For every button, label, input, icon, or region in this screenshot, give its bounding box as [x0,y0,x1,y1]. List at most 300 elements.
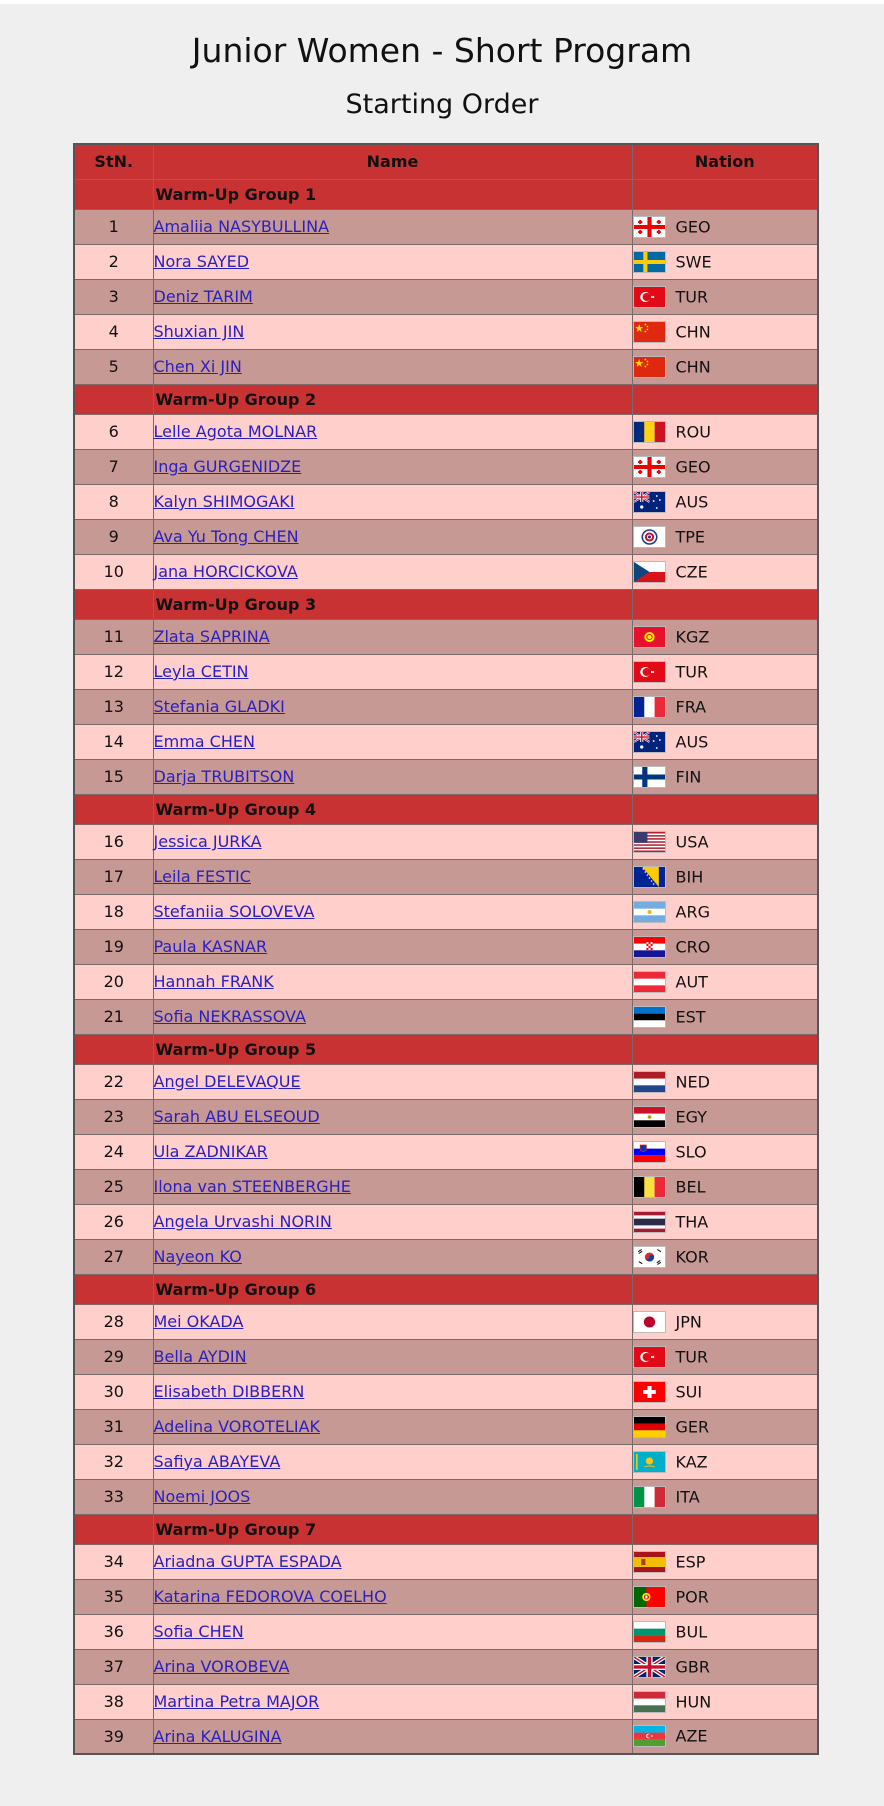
table-row [74,244,818,279]
skater-name-cell [153,1239,632,1274]
nation-code: SUI [675,1382,703,1401]
table-row [74,1649,818,1684]
skater-name-link[interactable]: Hannah FRANK [153,972,274,991]
skater-name-cell [153,1204,632,1239]
nation-code: GEO [675,457,711,476]
start-number: 16 [74,824,153,859]
nation-code: CZE [675,562,708,581]
nation-cell [632,1374,818,1409]
nation-cell [632,1409,818,1444]
start-number: 5 [74,349,153,384]
starting-order-table [73,143,819,1755]
skater-name-link[interactable]: Bella AYDIN [153,1347,247,1366]
nation-code: ITA [675,1487,700,1506]
table-row [74,1099,818,1134]
warmup-group-label: Warm-Up Group 7 [153,1514,632,1544]
skater-name-cell [153,1339,632,1374]
nation-code: SWE [675,252,712,271]
nation-code: TPE [675,527,706,546]
nation-cell [632,449,818,484]
skater-name-link[interactable]: Angela Urvashi NORIN [153,1212,332,1231]
nation-code: KOR [675,1247,709,1266]
skater-name-cell [153,1099,632,1134]
nation-code: THA [675,1212,709,1231]
nation-cell [632,484,818,519]
skater-name-link[interactable]: Darja TRUBITSON [153,767,295,786]
start-number: 22 [74,1064,153,1099]
nation-cell [632,1239,818,1274]
skater-name-cell [153,689,632,724]
nation-code: BEL [675,1177,706,1196]
skater-name-cell [153,1614,632,1649]
nation-code: TUR [675,662,709,681]
start-number: 29 [74,1339,153,1374]
nation-cell [632,1134,818,1169]
skater-name-link[interactable]: Sofia CHEN [153,1622,244,1641]
group-nation-cell [632,794,818,824]
nation-code: FIN [675,767,702,786]
skater-name-link[interactable]: Sofia NEKRASSOVA [153,1007,306,1026]
start-number: 4 [74,314,153,349]
aze-flag-icon [633,1725,666,1747]
start-number: 19 [74,929,153,964]
skater-name-cell [153,449,632,484]
group-nation-cell [632,384,818,414]
nation-cell [632,1204,818,1239]
warmup-group-label: Warm-Up Group 4 [153,794,632,824]
kgz-flag-icon [633,626,666,648]
nation-code: POR [675,1587,709,1606]
skater-name-link[interactable]: Deniz TARIM [153,287,253,306]
skater-name-link[interactable]: Leyla CETIN [153,662,249,681]
warmup-group-label: Warm-Up Group 2 [153,384,632,414]
start-number: 30 [74,1374,153,1409]
nation-cell [632,929,818,964]
table-row [74,1444,818,1479]
nation-code: KAZ [675,1452,708,1471]
group-num-cell [74,384,153,414]
group-nation-cell [632,589,818,619]
usa-flag-icon [633,831,666,853]
skater-name-cell [153,314,632,349]
skater-name-link[interactable]: Katarina FEDOROVA COELHO [153,1587,387,1606]
nation-code: CHN [675,322,711,341]
table-row [74,209,818,244]
start-number: 27 [74,1239,153,1274]
group-num-cell [74,589,153,619]
start-number: 33 [74,1479,153,1514]
skater-name-link[interactable]: Stefaniia SOLOVEVA [153,902,315,921]
table-row [74,519,818,554]
start-number: 26 [74,1204,153,1239]
nation-code: AZE [675,1726,708,1746]
skater-name-link[interactable]: Sarah ABU ELSEOUD [153,1107,320,1126]
skater-name-cell [153,1409,632,1444]
nation-cell [632,1579,818,1614]
skater-name-link[interactable]: Emma CHEN [153,732,255,751]
skater-name-link[interactable]: Kalyn SHIMOGAKI [153,492,295,511]
warmup-group-row [74,179,818,209]
start-number: 13 [74,689,153,724]
start-number: 1 [74,209,153,244]
skater-name-link[interactable]: Ilona van STEENBERGHE [153,1177,351,1196]
nation-cell [632,894,818,929]
start-number: 32 [74,1444,153,1479]
bul-flag-icon [633,1621,666,1643]
warmup-group-row [74,794,818,824]
warmup-group-row [74,589,818,619]
table-row [74,349,818,384]
nation-cell [632,1064,818,1099]
nation-cell [632,279,818,314]
start-number: 25 [74,1169,153,1204]
warmup-group-row [74,1514,818,1544]
nation-cell [632,1544,818,1579]
group-num-cell [74,794,153,824]
skater-name-cell [153,654,632,689]
tur-flag-icon [633,661,666,683]
skater-name-cell [153,349,632,384]
skater-name-cell [153,244,632,279]
skater-name-link[interactable]: Lelle Agota MOLNAR [153,422,318,441]
nation-code: BIH [675,867,704,886]
table-row [74,999,818,1034]
nation-code: TUR [675,1347,709,1366]
table-body [74,179,818,1754]
skater-name-cell [153,1064,632,1099]
start-number: 37 [74,1649,153,1684]
table-row [74,654,818,689]
start-number: 28 [74,1304,153,1339]
skater-name-link[interactable]: Chen Xi JIN [153,357,242,376]
nation-cell [632,964,818,999]
table-row [74,1544,818,1579]
aus-flag-icon [633,731,666,753]
skater-name-link[interactable]: Martina Petra MAJOR [153,1692,320,1711]
skater-name-cell [153,554,632,589]
skater-name-cell [153,1444,632,1479]
nation-code: AUS [675,732,709,751]
start-number: 35 [74,1579,153,1614]
fin-flag-icon [633,766,666,788]
group-nation-cell [632,1034,818,1064]
skater-name-link[interactable]: Arina VOROBEVA [153,1657,290,1676]
skater-name-cell [153,759,632,794]
skater-name-link[interactable]: Nayeon KO [153,1247,242,1266]
nation-cell [632,1719,818,1754]
nation-cell [632,1304,818,1339]
table-row [74,1239,818,1274]
nation-cell [632,1444,818,1479]
nation-cell [632,1684,818,1719]
start-number: 23 [74,1099,153,1134]
skater-name-link[interactable]: Stefania GLADKI [153,697,285,716]
skater-name-cell [153,1134,632,1169]
skater-name-link[interactable]: Elisabeth DIBBERN [153,1382,305,1401]
nation-code: SLO [675,1142,707,1161]
ned-flag-icon [633,1071,666,1093]
start-number: 17 [74,859,153,894]
skater-name-link[interactable]: Nora SAYED [153,252,250,271]
rou-flag-icon [633,421,666,443]
skater-name-cell [153,279,632,314]
skater-name-link[interactable]: Mei OKADA [153,1312,244,1331]
table-row [74,554,818,589]
skater-name-link[interactable]: Arina KALUGINA [153,1726,282,1746]
skater-name-cell [153,619,632,654]
nation-code: ARG [675,902,710,921]
skater-name-link[interactable]: Adelina VOROTELIAK [153,1417,321,1436]
jpn-flag-icon [633,1311,666,1333]
skater-name-link[interactable]: Paula KASNAR [153,937,268,956]
table-row [74,894,818,929]
nation-code: TUR [675,287,709,306]
nation-cell [632,619,818,654]
start-number: 39 [74,1719,153,1754]
start-number: 31 [74,1409,153,1444]
start-number: 8 [74,484,153,519]
table-row [74,484,818,519]
nation-code: NED [675,1072,710,1091]
nation-cell [632,824,818,859]
skater-name-cell [153,209,632,244]
tur-flag-icon [633,286,666,308]
table-row [74,1374,818,1409]
tur-flag-icon [633,1346,666,1368]
skater-name-cell [153,1304,632,1339]
start-number: 18 [74,894,153,929]
kor-flag-icon [633,1246,666,1268]
warmup-group-label: Warm-Up Group 5 [153,1034,632,1064]
nation-cell [632,859,818,894]
nation-cell [632,724,818,759]
start-number: 21 [74,999,153,1034]
skater-name-link[interactable]: Safiya ABAYEVA [153,1452,281,1471]
group-nation-cell [632,1514,818,1544]
warmup-group-label: Warm-Up Group 3 [153,589,632,619]
nation-code: GER [675,1417,710,1436]
start-number: 36 [74,1614,153,1649]
tpe-flag-icon [633,526,666,548]
kaz-flag-icon [633,1451,666,1473]
table-row [74,1169,818,1204]
group-num-cell [74,179,153,209]
nation-code: ESP [675,1552,706,1571]
table-row [74,1719,818,1754]
header-stn: StN. [74,144,153,179]
nation-code: EST [675,1007,706,1026]
skater-name-link[interactable]: Leila FESTIC [153,867,251,886]
ger-flag-icon [633,1416,666,1438]
table-row [74,1304,818,1339]
header-name: Name [153,144,632,179]
skater-name-cell [153,824,632,859]
table-row [74,759,818,794]
nation-code: JPN [675,1312,702,1331]
skater-name-link[interactable]: Angel DELEVAQUE [153,1072,301,1091]
start-number: 12 [74,654,153,689]
table-row [74,314,818,349]
skater-name-cell [153,1649,632,1684]
nation-cell [632,414,818,449]
start-number: 15 [74,759,153,794]
nation-cell [632,554,818,589]
nation-code: AUT [675,972,708,991]
skater-name-cell [153,1544,632,1579]
aut-flag-icon [633,971,666,993]
start-number: 2 [74,244,153,279]
start-number: 11 [74,619,153,654]
skater-name-link[interactable]: Jessica JURKA [153,832,262,851]
group-nation-cell [632,1274,818,1304]
nation-code: GEO [675,217,711,236]
skater-name-cell [153,859,632,894]
chn-flag-icon [633,356,666,378]
nation-code: HUN [675,1692,712,1711]
group-nation-cell [632,179,818,209]
table-row [74,689,818,724]
skater-name-link[interactable]: Shuxian JIN [153,322,245,341]
start-number: 9 [74,519,153,554]
nation-cell [632,1479,818,1514]
nation-code: CHN [675,357,711,376]
sui-flag-icon [633,1381,666,1403]
nation-code: USA [675,832,709,851]
swe-flag-icon [633,251,666,273]
skater-name-cell [153,1479,632,1514]
skater-name-link[interactable]: Noemi JOOS [153,1487,251,1506]
group-num-cell [74,1514,153,1544]
gbr-flag-icon [633,1656,666,1678]
nation-cell [632,654,818,689]
skater-name-cell [153,1579,632,1614]
slo-flag-icon [633,1141,666,1163]
group-num-cell [74,1034,153,1064]
skater-name-link[interactable]: Zlata SAPRINA [153,627,270,646]
table-row [74,414,818,449]
skater-name-cell [153,1719,632,1754]
bel-flag-icon [633,1176,666,1198]
nation-cell [632,759,818,794]
nation-cell [632,209,818,244]
table-row [74,279,818,314]
start-number: 10 [74,554,153,589]
nation-cell [632,689,818,724]
table-row [74,619,818,654]
start-number: 7 [74,449,153,484]
skater-name-link[interactable]: Ava Yu Tong CHEN [153,527,299,546]
warmup-group-label: Warm-Up Group 1 [153,179,632,209]
group-num-cell [74,1274,153,1304]
tha-flag-icon [633,1211,666,1233]
nation-code: KGZ [675,627,710,646]
nation-cell [632,349,818,384]
start-number: 20 [74,964,153,999]
esp-flag-icon [633,1551,666,1573]
nation-code: CRO [675,937,711,956]
warmup-group-row [74,1034,818,1064]
skater-name-cell [153,929,632,964]
nation-cell [632,1614,818,1649]
nation-code: AUS [675,492,709,511]
skater-name-link[interactable]: Amaliia NASYBULLINA [153,217,330,236]
arg-flag-icon [633,901,666,923]
skater-name-link[interactable]: Inga GURGENIDZE [153,457,302,476]
table-row [74,1134,818,1169]
table-row [74,859,818,894]
table-row [74,929,818,964]
est-flag-icon [633,1006,666,1028]
table-row [74,1479,818,1514]
start-number: 34 [74,1544,153,1579]
warmup-group-label: Warm-Up Group 6 [153,1274,632,1304]
skater-name-cell [153,999,632,1034]
nation-cell [632,999,818,1034]
nation-code: FRA [675,697,707,716]
page-subtitle: Starting Order [345,89,539,120]
geo-flag-icon [633,216,666,238]
skater-name-cell [153,414,632,449]
por-flag-icon [633,1586,666,1608]
table-header-row [74,144,818,179]
skater-name-link[interactable]: Jana HORCICKOVA [153,562,298,581]
nation-code: BUL [675,1622,708,1641]
skater-name-cell [153,894,632,929]
page-background [0,4,884,1806]
skater-name-cell [153,1374,632,1409]
table-row [74,1204,818,1239]
table-row [74,724,818,759]
start-number: 3 [74,279,153,314]
skater-name-cell [153,964,632,999]
table-row [74,1064,818,1099]
geo-flag-icon [633,456,666,478]
fra-flag-icon [633,696,666,718]
page-title: Junior Women - Short Program [191,31,693,70]
nation-cell [632,1169,818,1204]
skater-name-cell [153,724,632,759]
hun-flag-icon [633,1691,666,1713]
nation-cell [632,1649,818,1684]
skater-name-link[interactable]: Ariadna GUPTA ESPADA [153,1552,342,1571]
skater-name-link[interactable]: Ula ZADNIKAR [153,1142,268,1161]
nation-cell [632,519,818,554]
table-row [74,824,818,859]
start-number: 24 [74,1134,153,1169]
start-number: 6 [74,414,153,449]
table-row [74,449,818,484]
skater-name-cell [153,1169,632,1204]
cze-flag-icon [633,561,666,583]
table-row [74,1339,818,1374]
egy-flag-icon [633,1106,666,1128]
start-number: 38 [74,1684,153,1719]
nation-code: ROU [675,422,711,441]
table-row [74,964,818,999]
skater-name-cell [153,484,632,519]
nation-code: EGY [675,1107,707,1126]
header-nation: Nation [632,144,818,179]
nation-cell [632,1099,818,1134]
table-row [74,1684,818,1719]
nation-cell [632,244,818,279]
nation-code: GBR [675,1657,710,1676]
table-row [74,1614,818,1649]
aus-flag-icon [633,491,666,513]
nation-cell [632,314,818,349]
warmup-group-row [74,1274,818,1304]
chn-flag-icon [633,321,666,343]
